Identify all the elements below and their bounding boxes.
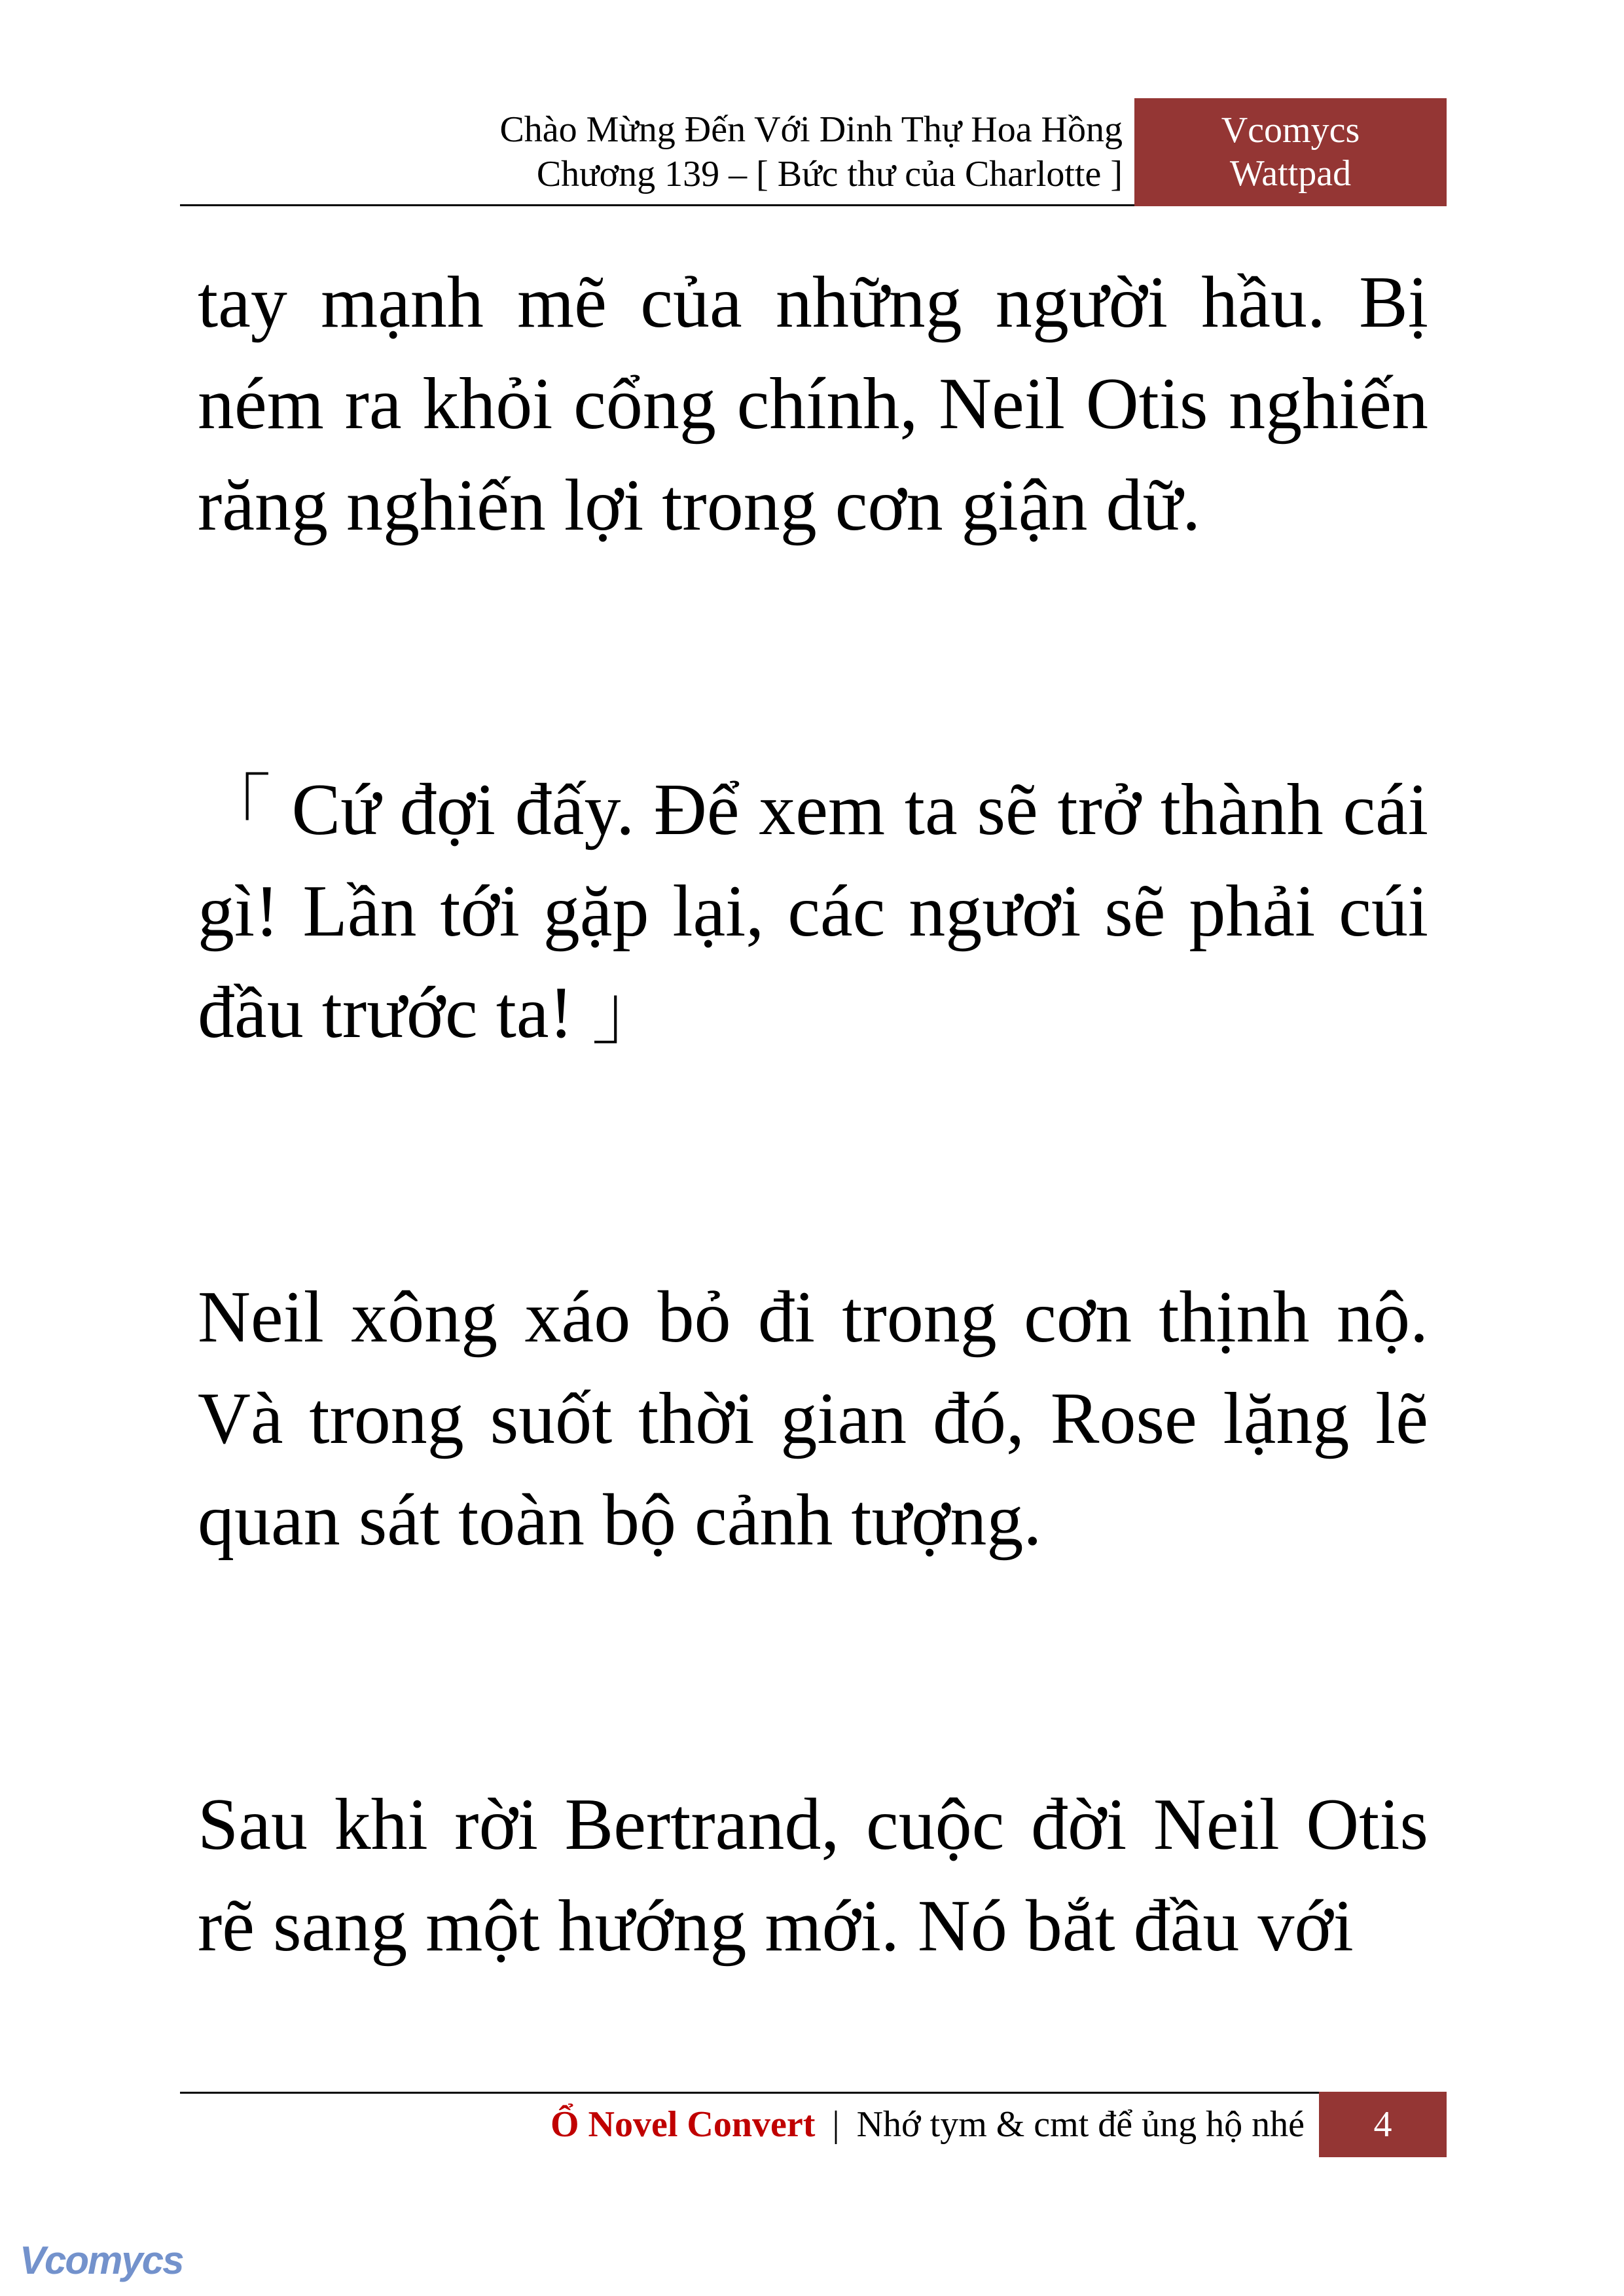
book-title: Chào Mừng Đến Với Dinh Thự Hoa Hồng [499, 109, 1123, 150]
footer-brand: Ổ Novel Convert [550, 2104, 816, 2145]
chapter-content [198, 252, 1428, 1977]
paragraph: Sau khi rời Bertrand, cuộc đời Neil Otis rẽ sang một hướng mới. Nó bắt đầu với [198, 1784, 1428, 1967]
footer-credit [180, 2092, 1305, 2157]
header-divider [180, 204, 1134, 206]
page-number: 4 [1319, 2092, 1447, 2157]
chapter-title: Chương 139 – [ Bức thư của Charlotte ] [536, 154, 1123, 194]
source-badge-line2: Wattpad [1229, 153, 1352, 194]
footer-note: Nhớ tym & cmt để ủng hộ nhé [856, 2104, 1305, 2145]
paragraph: 「 Cứ đợi đấy. Để xem ta sẽ trở thành cái gì! Lần tới gặp lại, các ngươi sẽ phải cúi đầu trước ta! 」 [198, 769, 1428, 1053]
header-titles [180, 98, 1123, 206]
vcomycs-watermark-logo: Vcomycs [20, 2238, 183, 2282]
source-badge [1134, 98, 1447, 206]
paragraph: tay mạnh mẽ của những người hầu. Bị ném ra khỏi cổng chính, Neil Otis nghiến răng nghiến lợi trong cơn giận dữ. [198, 262, 1428, 546]
paragraph: Neil xông xáo bỏ đi trong cơn thịnh nộ. Và trong suốt thời gian đó, Rose lặng lẽ quan sát toàn bộ cảnh tượng. [198, 1277, 1428, 1561]
page-header [180, 98, 1447, 206]
footer-separator: | [832, 2104, 840, 2145]
source-badge-line1: Vcomycs [1221, 110, 1360, 151]
page-footer [180, 2092, 1447, 2157]
